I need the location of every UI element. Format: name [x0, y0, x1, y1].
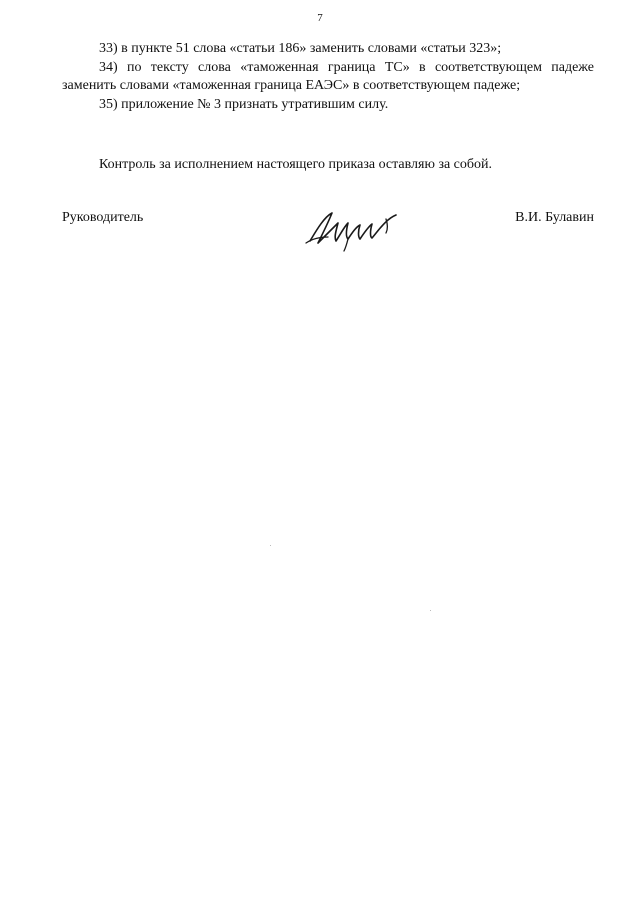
signature-block — [62, 207, 594, 257]
scan-speck — [430, 610, 431, 611]
amendment-item-34: 34) по тексту слова «таможенная граница ТС» в соответствующем падеже заменить словами «таможенная граница ЕАЭС» в соответствующем падеже; — [62, 60, 594, 93]
page-number: 7 — [317, 12, 323, 24]
handwritten-signature — [302, 207, 402, 255]
amendment-list — [62, 40, 594, 115]
control-statement: Контроль за исполнением настоящего приказа оставляю за собой. — [99, 157, 493, 172]
amendment-item-33: 33) в пункте 51 слова «статьи 186» заменить словами «статьи 323»; — [99, 41, 502, 56]
signer-position: Руководитель — [62, 210, 144, 225]
signer-name: В.И. Булавин — [515, 210, 594, 225]
amendment-item-35: 35) приложение № 3 признать утратившим силу. — [99, 97, 389, 112]
scan-speck — [270, 545, 271, 546]
